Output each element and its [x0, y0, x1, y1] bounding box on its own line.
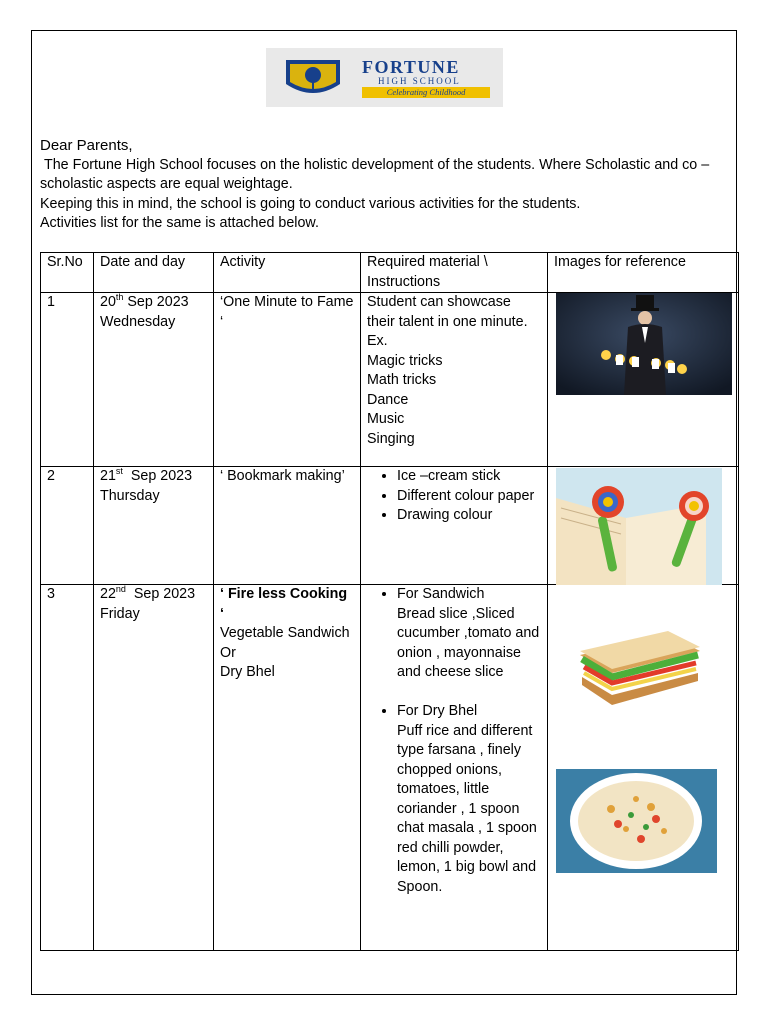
school-logo [266, 48, 503, 107]
row3-materials [361, 585, 548, 951]
table-header-row [41, 253, 739, 293]
table-row [41, 585, 739, 951]
sandwich-image [572, 615, 702, 710]
row1-image-cell [548, 293, 739, 467]
list-item: • Drawing colour [397, 506, 541, 526]
bookmark-image [556, 468, 722, 585]
greeting: Dear Parents, [40, 137, 133, 154]
header-material: Required material \ Instructions [361, 253, 548, 293]
intro-line-1: The Fortune High School focuses on the holistic development of the students. Where Scholastic and co –scholastic aspects are equal weightage. [40, 156, 710, 192]
magician-image [556, 293, 732, 395]
row3-sr: 3 [41, 585, 94, 951]
row2-activity: ‘ Bookmark making’ [214, 467, 361, 585]
list-item: • For Dry Bhel Puff rice and different type farsana , finely chopped onions, tomatoes, little coriander , 1 spoon chat masala , 1 spoon red chilli powder, lemon, 1 big bowl and Spoon. [397, 702, 541, 897]
table-row [41, 293, 739, 467]
intro-text [40, 136, 740, 234]
row2-sr: 2 [41, 467, 94, 585]
row1-sr: 1 [41, 293, 94, 467]
bhel-image [556, 769, 717, 873]
list-item: • Ice –cream stick [397, 467, 541, 487]
row1-activity: ‘One Minute to Fame ‘ [214, 293, 361, 467]
row2-date: 21st Sep 2023 Thursday [94, 467, 214, 585]
school-name: FORTUNE [362, 57, 460, 77]
list-item: • For Sandwich Bread slice ,Sliced cucumber ,tomato and onion , mayonnaise and cheese slice [397, 585, 541, 702]
list-item: • Different colour paper [397, 487, 541, 507]
row3-activity: ‘ Fire less Cooking ‘ Vegetable Sandwich Or Dry Bhel [214, 585, 361, 951]
row1-date: 20th Sep 2023 Wednesday [94, 293, 214, 467]
table-row [41, 467, 739, 585]
intro-line-2: Keeping this in mind, the school is going to conduct various activities for the students. [40, 195, 581, 212]
school-subtitle: HIGH SCHOOL [378, 76, 461, 86]
header-srno: Sr.No [41, 253, 94, 293]
school-badge-icon [284, 58, 342, 99]
row3-image-cell [548, 585, 739, 951]
header-date: Date and day [94, 253, 214, 293]
header-images: Images for reference [548, 253, 739, 293]
row3-date: 22nd Sep 2023 Friday [94, 585, 214, 951]
header-activity: Activity [214, 253, 361, 293]
row1-instructions: Student can showcase their talent in one minute. Ex. Magic tricks Math tricks Dance Music Singing [361, 293, 548, 467]
intro-line-3: Activities list for the same is attached below. [40, 215, 319, 231]
school-tagline: Celebrating Childhood [362, 87, 490, 98]
activities-table [40, 252, 739, 951]
row2-materials [361, 467, 548, 585]
row2-image-cell [548, 467, 739, 585]
